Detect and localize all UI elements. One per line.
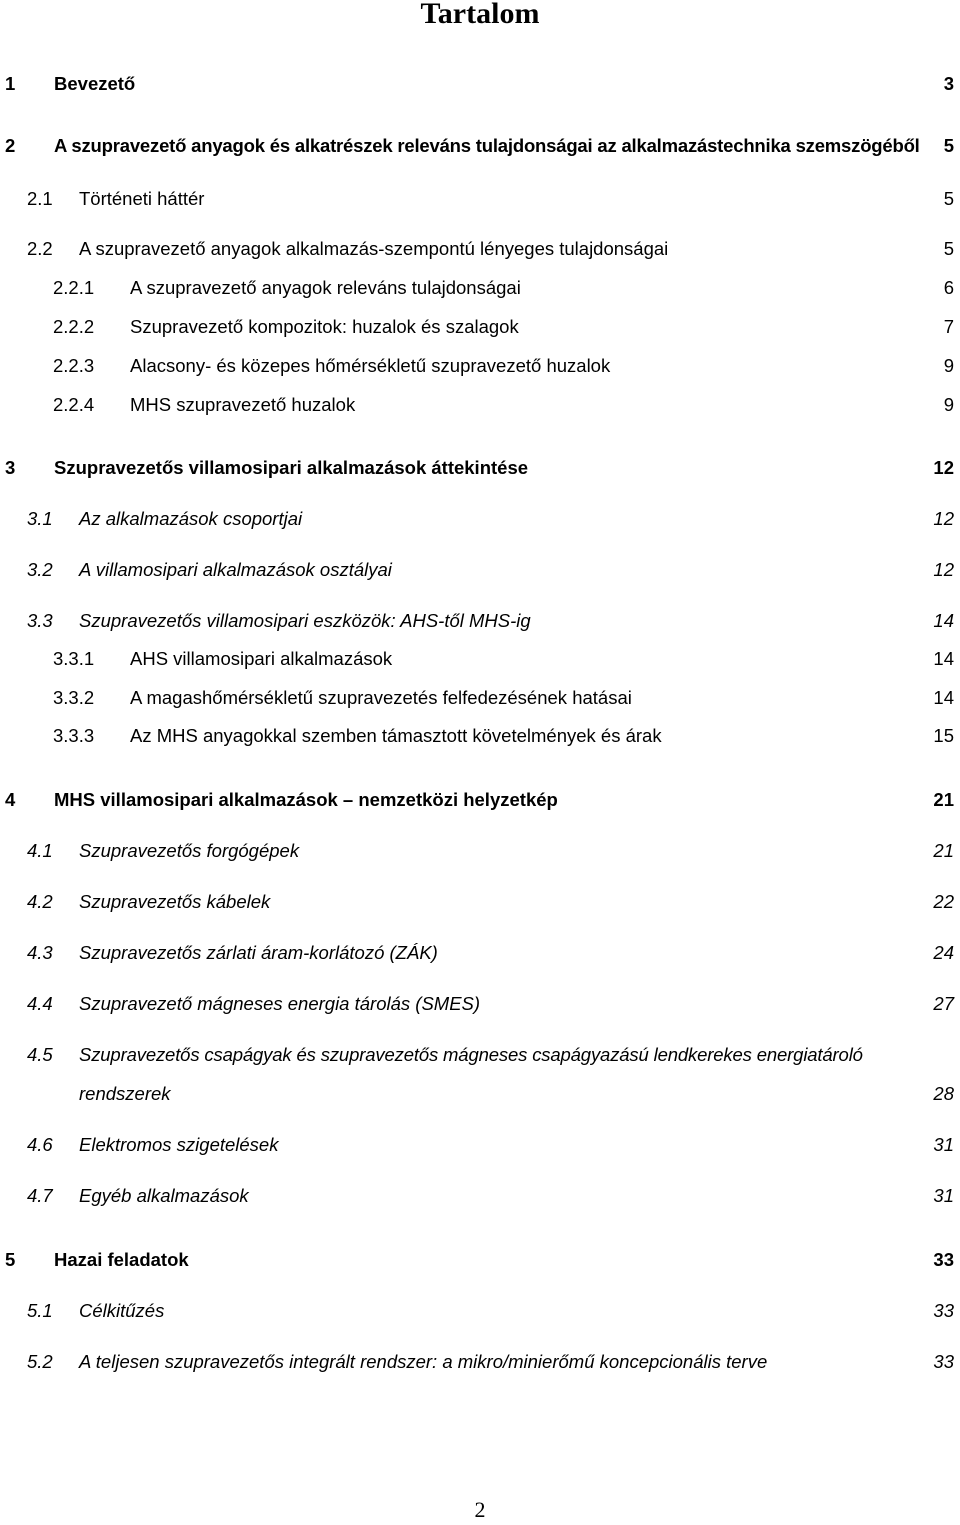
toc-entry-3-1[interactable]: [0, 505, 960, 533]
toc-entry-2-1[interactable]: [0, 185, 960, 213]
toc-page: 22: [933, 891, 954, 912]
toc-entry-4-5[interactable]: [0, 1041, 960, 1108]
toc-number: 2.2.1: [53, 277, 95, 298]
toc-entry-3-2[interactable]: [0, 556, 960, 584]
toc-page: 27: [933, 993, 954, 1014]
toc-number: 2.2: [27, 238, 53, 259]
toc-page: 33: [933, 1351, 954, 1372]
toc-number: 4.4: [27, 993, 53, 1014]
toc-entry-4-6[interactable]: [0, 1131, 960, 1159]
toc-number: 1: [5, 73, 16, 94]
toc-number: 2.2.4: [53, 394, 95, 415]
toc-text: Szupravezető kompozitok: huzalok és szalagok: [130, 316, 519, 337]
toc-entry-5[interactable]: [0, 1246, 960, 1274]
toc-number: 3.2: [27, 559, 53, 580]
toc-text: Szupravezetős villamosipari eszközök: AHS-től MHS-ig: [79, 610, 531, 631]
toc-text: Szupravezetős zárlati áram-korlátozó (ZÁK): [79, 942, 438, 963]
toc-page: 15: [933, 725, 954, 746]
toc-text: A teljesen szupravezetős integrált rendszer: a mikro/minierőmű koncepcionális terve: [79, 1351, 768, 1372]
toc-number: 2.1: [27, 188, 53, 209]
toc-entry-3-3-2[interactable]: [0, 684, 960, 712]
toc-page: 14: [933, 687, 954, 708]
toc-entry-2-2-2[interactable]: [0, 313, 960, 341]
toc-entry-4-2[interactable]: [0, 888, 960, 916]
toc-text: MHS villamosipari alkalmazások – nemzetközi helyzetkép: [54, 789, 558, 810]
toc-text: A szupravezető anyagok releváns tulajdonságai: [130, 277, 521, 298]
toc-text: Egyéb alkalmazások: [79, 1185, 249, 1206]
toc-entry-2-2[interactable]: [0, 235, 960, 263]
toc-entry-5-1[interactable]: [0, 1297, 960, 1325]
toc-entry-3[interactable]: [0, 454, 960, 482]
toc-number: 5.1: [27, 1300, 53, 1321]
toc-title: Tartalom: [420, 0, 540, 30]
toc-number: 5: [5, 1249, 16, 1270]
toc-number: 3.1: [27, 508, 53, 529]
toc-page: 31: [933, 1134, 954, 1155]
toc-page: 9: [943, 394, 954, 415]
toc-page: 7: [943, 316, 954, 337]
toc-entry-1[interactable]: [0, 70, 960, 98]
toc-entry-5-2[interactable]: [0, 1348, 960, 1376]
toc-number: 4: [5, 789, 16, 810]
toc-page: 24: [933, 942, 954, 963]
toc-entry-2[interactable]: [0, 132, 960, 160]
toc-entry-3-3-1[interactable]: [0, 645, 960, 673]
toc-page: 6: [943, 277, 954, 298]
toc-number: 2: [5, 135, 16, 156]
toc-number: 4.5: [27, 1044, 53, 1065]
toc-page: 33: [933, 1300, 954, 1321]
toc-text: Alacsony- és közepes hőmérsékletű szupravezető huzalok: [130, 355, 611, 376]
toc-number: 3.3.3: [53, 725, 95, 746]
toc-number: 3.3: [27, 610, 53, 631]
toc-entry-2-2-1[interactable]: [0, 274, 960, 302]
toc-text: Szupravezetős csapágyak és szupravezetős mágneses csapágyazású lendkerekes energiatároló: [79, 1044, 863, 1065]
toc-number: 4.1: [27, 840, 53, 861]
toc-page: 9: [943, 355, 954, 376]
toc-number: 4.3: [27, 942, 53, 963]
toc-entry-3-3[interactable]: [0, 607, 960, 635]
toc-number: 3.3.1: [53, 648, 95, 669]
toc-entry-3-3-3[interactable]: [0, 722, 960, 750]
toc-text: A magashőmérsékletű szupravezetés felfedezésének hatásai: [130, 687, 632, 708]
toc-page: 5: [943, 135, 954, 156]
toc-text: AHS villamosipari alkalmazások: [130, 648, 393, 669]
toc-entry-4-3[interactable]: [0, 939, 960, 967]
toc-text: Bevezető: [54, 73, 136, 94]
toc-page: 5: [943, 188, 954, 209]
toc-text-continued: rendszerek: [79, 1083, 171, 1104]
toc-text: Szupravezetős kábelek: [79, 891, 271, 912]
toc-entry-4-7[interactable]: [0, 1182, 960, 1210]
toc-page: 21: [933, 789, 954, 810]
toc-text: Szupravezető mágneses energia tárolás (SMES): [79, 993, 481, 1014]
toc-text: Az alkalmazások csoportjai: [79, 508, 303, 529]
toc-page: 33: [933, 1249, 954, 1270]
toc-text: A szupravezető anyagok és alkatrészek releváns tulajdonságai az alkalmazástechnika szemszögéből: [54, 135, 920, 156]
toc-page: 21: [933, 840, 954, 861]
toc-page: 31: [933, 1185, 954, 1206]
toc-number: 4.2: [27, 891, 53, 912]
toc-number: 2.2.3: [53, 355, 95, 376]
toc-number: 4.6: [27, 1134, 53, 1155]
toc-text: Célkitűzés: [79, 1300, 165, 1321]
toc-entry-2-2-3[interactable]: [0, 352, 960, 380]
toc-text: Elektromos szigetelések: [79, 1134, 279, 1155]
toc-page: 12: [933, 508, 954, 529]
toc-entry-4[interactable]: [0, 786, 960, 814]
toc-text: Szupravezetős villamosipari alkalmazások áttekintése: [54, 457, 529, 478]
toc-entry-2-2-4[interactable]: [0, 391, 960, 419]
toc-number: 4.7: [27, 1185, 53, 1206]
toc-text: Szupravezetős forgógépek: [79, 840, 300, 861]
toc-text: Hazai feladatok: [54, 1249, 189, 1270]
toc-number: 3.3.2: [53, 687, 95, 708]
toc-page: 12: [933, 559, 954, 580]
toc-number: 5.2: [27, 1351, 53, 1372]
toc-page: 14: [933, 648, 954, 669]
toc-page: 3: [943, 73, 954, 94]
toc-text: Az MHS anyagokkal szemben támasztott követelmények és árak: [130, 725, 662, 746]
toc-page: 14: [933, 610, 954, 631]
toc-number: 2.2.2: [53, 316, 95, 337]
toc-entry-4-4[interactable]: [0, 990, 960, 1018]
toc-text: A szupravezető anyagok alkalmazás-szempontú lényeges tulajdonságai: [79, 238, 669, 259]
toc-page: 12: [933, 457, 954, 478]
toc-page: 5: [943, 238, 954, 259]
page-number: 2: [474, 1497, 486, 1522]
toc-page: 28: [933, 1083, 954, 1104]
toc-text: Történeti háttér: [79, 188, 205, 209]
toc-number: 3: [5, 457, 16, 478]
toc-entry-4-1[interactable]: [0, 837, 960, 865]
toc-text: MHS szupravezető huzalok: [130, 394, 356, 415]
toc-text: A villamosipari alkalmazások osztályai: [79, 559, 392, 580]
